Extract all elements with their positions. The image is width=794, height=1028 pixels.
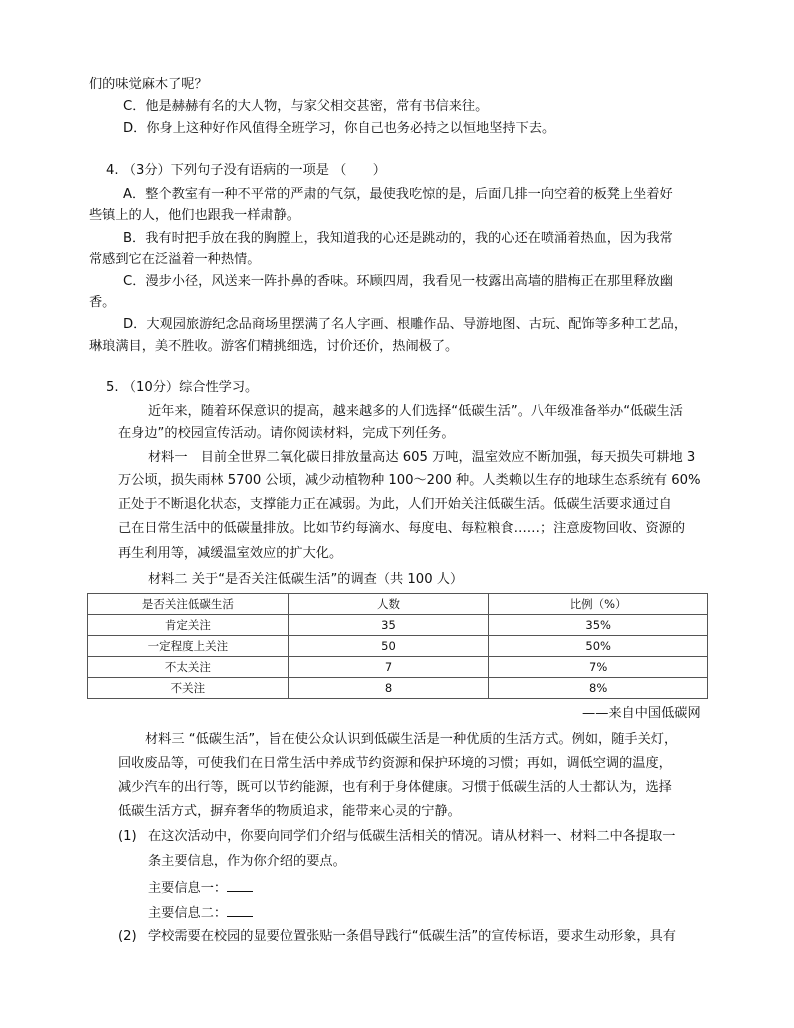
table-header-cell: 比例（%） — [489, 594, 708, 615]
table-cell: 8% — [489, 678, 708, 699]
table-row — [88, 657, 708, 678]
table-header-row — [88, 594, 708, 615]
answer-blank[interactable] — [227, 903, 253, 917]
material1-line2: 万公顷，损失雨林 5700 公顷，减少动植物种 100～200 种。人类赖以生存的地球生态系统有 60% — [118, 473, 701, 488]
main-info-1-label: 主要信息一： — [148, 881, 228, 896]
table-cell: 7 — [288, 657, 489, 678]
material1-line5: 再生利用等，减缓温室效应的扩大化。 — [118, 546, 343, 561]
subquestion-2-line1: 学校需要在校园的显要位置张贴一条倡导践行“低碳生活”的宣传标语，要求生动形象，具有 — [148, 929, 676, 944]
table-cell: 一定程度上关注 — [88, 636, 289, 657]
material3-line4: 低碳生活方式，摒弃奢华的物质追求，能带来心灵的宁静。 — [118, 804, 461, 819]
q4-stem: 4. （3分）下列句子没有语病的一项是 （ ） — [106, 163, 386, 178]
material1-line4: 己在日常生活中的低碳量排放。比如节约每滴水、每度电、每粒粮食……；注意废物回收、资源的 — [118, 521, 686, 536]
table-cell: 50% — [489, 636, 708, 657]
q4-option-c-line1: C．漫步小径，风送来一阵扑鼻的香味。环顾四周，我看见一枝露出高墙的腊梅正在那里释放幽 — [123, 274, 673, 289]
q4-option-a-line1: A．整个教室有一种不平常的严肃的气氛，最使我吃惊的是，后面几排一向空着的板凳上坐着好 — [123, 187, 673, 202]
material2-title: 材料二 关于“是否关注低碳生活”的调查（共 100 人） — [148, 572, 464, 587]
table-row — [88, 678, 708, 699]
material1-line3: 正处于不断退化状态，支撑能力正在减弱。为此，人们开始关注低碳生活。低碳生活要求通过自 — [118, 497, 672, 512]
q5-intro-line2: 在身边”的校园宣传活动。请你阅读材料，完成下列任务。 — [118, 426, 455, 441]
table-header-cell: 是否关注低碳生活 — [88, 594, 289, 615]
main-info-1 — [148, 878, 253, 898]
q4-option-d-line1: D．大观园旅游纪念品商场里摆满了名人字画、根雕作品、导游地图、古玩、配饰等多种工艺品， — [123, 317, 688, 332]
material3-line1: 材料三 “低碳生活”，旨在使公众认识到低碳生活是一种优质的生活方式。例如，随手关灯， — [145, 732, 678, 747]
table-header-cell: 人数 — [288, 594, 489, 615]
material1-line1: 材料一 目前全世界二氧化碳日排放量高达 605 万吨，温室效应不断加强，每天损失可耕地 3 — [148, 450, 696, 465]
table-cell: 不太关注 — [88, 657, 289, 678]
survey-table — [87, 593, 708, 699]
table-row — [88, 636, 708, 657]
subquestion-1-line2: 条主要信息，作为你介绍的要点。 — [148, 854, 346, 869]
table-cell: 8 — [288, 678, 489, 699]
subquestion-1-number: (1) — [118, 829, 137, 844]
answer-blank[interactable] — [227, 878, 253, 892]
q4-option-b-line1: B．我有时把手放在我的胸膛上，我知道我的心还是跳动的，我的心还在喷涌着热血，因为我常 — [123, 231, 673, 246]
q5-stem: 5. （10分）综合性学习。 — [106, 380, 259, 395]
q5-intro-line1: 近年来，随着环保意识的提高，越来越多的人们选择“低碳生活”。八年级准备举办“低碳生活 — [148, 404, 683, 419]
material3-line2: 回收废品等，可使我们在日常生活中养成节约资源和保护环境的习惯；再如，调低空调的温度， — [118, 756, 672, 771]
main-info-2 — [148, 903, 253, 923]
material3-line3: 减少汽车的出行等，既可以节约能源，也有利于身体健康。习惯于低碳生活的人士都认为，选择 — [118, 780, 672, 795]
table-cell: 肯定关注 — [88, 615, 289, 636]
q4-option-c-line2: 香。 — [89, 295, 116, 310]
subquestion-2-number: (2) — [118, 929, 137, 944]
q4-option-b-line2: 常感到它在泛溢着一种热情。 — [89, 252, 261, 267]
table-cell: 35 — [288, 615, 489, 636]
q3-option-c: C．他是赫赫有名的大人物，与家父相交甚密，常有书信来往。 — [123, 99, 489, 114]
table-source: ——来自中国低碳网 — [582, 706, 701, 721]
table-cell: 35% — [489, 615, 708, 636]
q4-option-d-line2: 琳琅满目，美不胜收。游客们精挑细选，讨价还价，热闹极了。 — [89, 339, 459, 354]
q4-option-a-line2: 些镇上的人，他们也跟我一样肃静。 — [89, 208, 300, 223]
table-cell: 7% — [489, 657, 708, 678]
table-cell: 50 — [288, 636, 489, 657]
q3-line0: 们的味觉麻木了呢？ — [89, 77, 208, 92]
subquestion-1-line1: 在这次活动中，你要向同学们介绍与低碳生活相关的情况。请从材料一、材料二中各提取一 — [148, 829, 676, 844]
table-cell: 不关注 — [88, 678, 289, 699]
q3-option-d: D．你身上这种好作风值得全班学习，你自己也务必持之以恒地坚持下去。 — [123, 121, 556, 136]
table-row — [88, 615, 708, 636]
main-info-2-label: 主要信息二： — [148, 906, 228, 921]
